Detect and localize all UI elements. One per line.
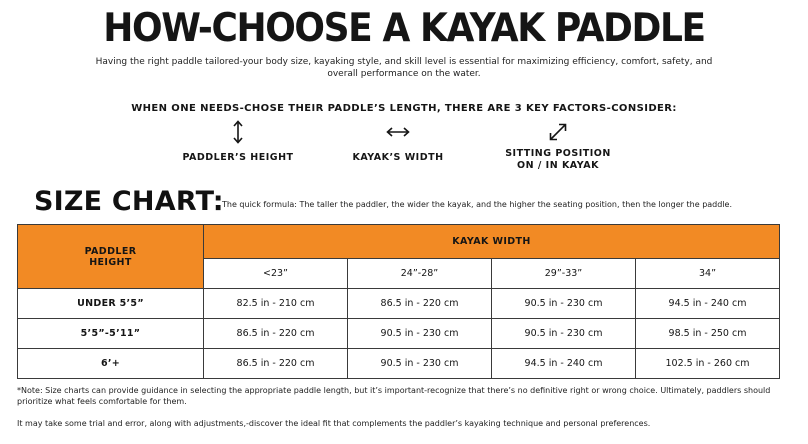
table-row — [18, 319, 780, 349]
table-row — [18, 349, 780, 379]
horizontal-arrow-icon — [384, 118, 412, 146]
value-cell: 102.5 in - 260 cm — [636, 349, 780, 379]
factor-label: KAYAK’S WIDTH — [352, 152, 444, 163]
factor-label-line2: ON / IN KAYAK — [517, 160, 599, 171]
row-header-cell — [18, 225, 204, 289]
factor-label — [488, 148, 628, 172]
kayak-width-header: KAYAK WIDTH — [204, 225, 780, 259]
value-cell: 94.5 in - 240 cm — [492, 349, 636, 379]
row-header-line2: HEIGHT — [89, 256, 132, 268]
factor-sitting-position — [488, 118, 628, 172]
page-title: HOW-CHOOSE A KAYAK PADDLE — [103, 6, 705, 51]
value-cell: 98.5 in - 250 cm — [636, 319, 780, 349]
height-cell: 5’5”-5’11” — [18, 319, 204, 349]
intro-text: Having the right paddle tailored-your body size, kayaking style, and skill level is essential for maximizing efficiency, comfort, safety, and overall performance on the water. — [95, 57, 713, 79]
value-cell: 90.5 in - 230 cm — [348, 349, 492, 379]
width-header: 34” — [636, 259, 780, 289]
value-cell: 86.5 in - 220 cm — [204, 319, 348, 349]
value-cell: 82.5 in - 210 cm — [204, 289, 348, 319]
value-cell: 90.5 in - 230 cm — [348, 319, 492, 349]
value-cell: 90.5 in - 230 cm — [492, 319, 636, 349]
width-header: 24”-28” — [348, 259, 492, 289]
value-cell: 94.5 in - 240 cm — [636, 289, 780, 319]
diagonal-arrow-icon — [544, 118, 572, 146]
size-chart-title: SIZE CHART: — [34, 186, 224, 217]
factor-kayak-width — [328, 118, 468, 164]
footnote-secondary: It may take some trial and error, along with adjustments,-discover the ideal fit that complements the paddler’s kayaking technique and personal preferences. — [17, 419, 651, 428]
height-cell: 6’+ — [18, 349, 204, 379]
table-row — [18, 289, 780, 319]
factor-paddler-height — [168, 118, 308, 164]
factor-label-line1: SITTING POSITION — [505, 148, 611, 159]
size-chart-table — [17, 224, 780, 379]
height-cell: UNDER 5’5” — [18, 289, 204, 319]
footnote: *Note: Size charts can provide guidance in selecting the appropriate paddle length, but it’s important-recognize that there’s no definitive right or wrong choice. Ultimately, paddlers should prioritize what feels comfortable for them. — [17, 386, 771, 406]
row-header-line1: PADDLER — [84, 245, 137, 257]
size-chart-formula: The quick formula: The taller the paddler, the wider the kayak, and the higher the seating position, then the longer the paddle. — [222, 200, 733, 209]
vertical-arrow-icon — [228, 118, 248, 146]
factor-label: PADDLER’S HEIGHT — [182, 152, 294, 163]
value-cell: 86.5 in - 220 cm — [204, 349, 348, 379]
factors-heading: WHEN ONE NEEDS-CHOSE THEIR PADDLE’S LENGTH, THERE ARE 3 KEY FACTORS-CONSIDER: — [131, 103, 677, 114]
width-header: 29”-33” — [492, 259, 636, 289]
value-cell: 86.5 in - 220 cm — [348, 289, 492, 319]
width-header: <23” — [204, 259, 348, 289]
value-cell: 90.5 in - 230 cm — [492, 289, 636, 319]
